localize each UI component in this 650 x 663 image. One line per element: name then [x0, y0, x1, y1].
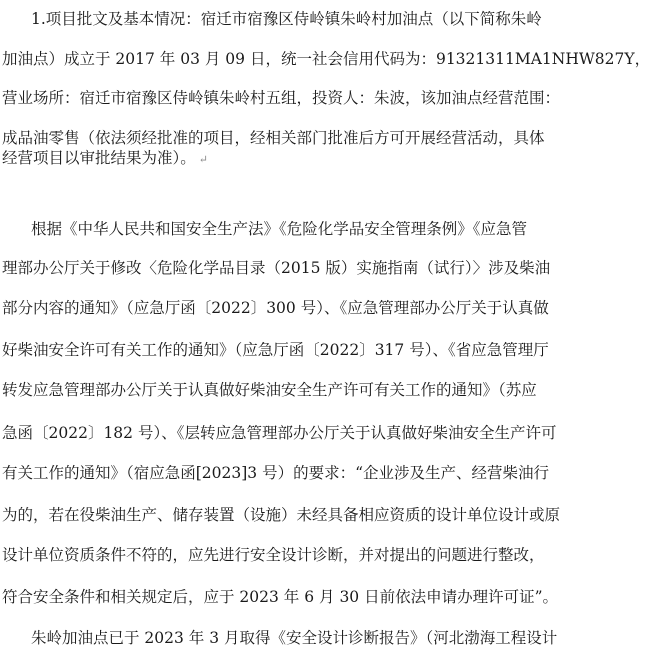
- text-line: 成品油零售（依法须经批准的项目，经相关部门批准后方可开展经营活动，具体: [2, 129, 545, 147]
- text-line: 根据《中华人民共和国安全生产法》《危险化学品安全管理条例》《应急管: [31, 220, 528, 238]
- text-line: 朱岭加油点已于 2023 年 3 月取得《安全设计诊断报告》（河北渤海工程设计: [31, 629, 558, 647]
- paragraph-3-line-1: [31, 628, 557, 648]
- paragraph-2-line-7: [2, 463, 549, 483]
- text-line: 经营项目以审批结果为准）。: [2, 149, 196, 167]
- text-line: 部分内容的通知》（应急厅函〔2022〕300 号）、《应急管理部办公厅关于认真做: [2, 299, 549, 317]
- paragraph-2-line-6: [2, 423, 556, 443]
- paragraph-1-line-2: [2, 49, 650, 69]
- paragraph-2-line-9: [2, 545, 545, 565]
- text-line: 营业场所：宿迁市宿豫区侍岭镇朱岭村五组，投资人：朱波，该加油点经营范围：: [2, 89, 561, 107]
- paragraph-1-line-5: [2, 148, 208, 168]
- paragraph-1-line-4: [2, 128, 545, 148]
- paragraph-2-line-8: [2, 505, 560, 525]
- paragraph-1-line-1: [31, 9, 542, 29]
- text-line: 1.项目批文及基本情况：宿迁市宿豫区侍岭镇朱岭村加油点（以下简称朱岭: [31, 10, 542, 28]
- text-line: 为的，若在役柴油生产、储存装置（设施）未经具备相应资质的设计单位设计或原: [2, 506, 561, 524]
- text-line: 急函〔2022〕182 号）、《层转应急管理部办公厅关于认真做好柴油安全生产许可: [2, 424, 557, 442]
- paragraph-2-line-3: [2, 298, 549, 318]
- paragraph-mark-icon: ↵: [198, 153, 208, 166]
- text-line: 符合安全条件和相关规定后，应于 2023 年 6 月 30 日前依法申请办理许可证”。: [2, 588, 559, 606]
- paragraph-2-line-10: [2, 587, 558, 607]
- text-line: 理部办公厅关于修改〈危险化学品目录（2015 版）实施指南（试行）〉涉及柴油: [2, 259, 551, 277]
- text-line: 有关工作的通知》（宿应急函[2023]3 号）的要求：“企业涉及生产、经营柴油行: [2, 464, 550, 482]
- paragraph-2-line-1: [31, 219, 527, 239]
- text-line: 加油点）成立于 2017 年 03 月 09 日，统一社会信用代码为：91321311MA1NHW827Y，: [2, 50, 650, 68]
- paragraph-1-line-3: [2, 88, 560, 108]
- text-line: 转发应急管理部办公厅关于认真做好柴油安全生产许可有关工作的通知》（苏应: [2, 381, 537, 399]
- paragraph-2-line-2: [2, 258, 550, 278]
- text-line: 好柴油安全许可有关工作的通知》（应急厅函〔2022〕317 号）、《省应急管理厅: [2, 341, 549, 359]
- text-line: 设计单位资质条件不符的，应先进行安全设计诊断，并对提出的问题进行整改，: [2, 546, 545, 564]
- paragraph-2-line-4: [2, 340, 549, 360]
- paragraph-2-line-5: [2, 380, 537, 400]
